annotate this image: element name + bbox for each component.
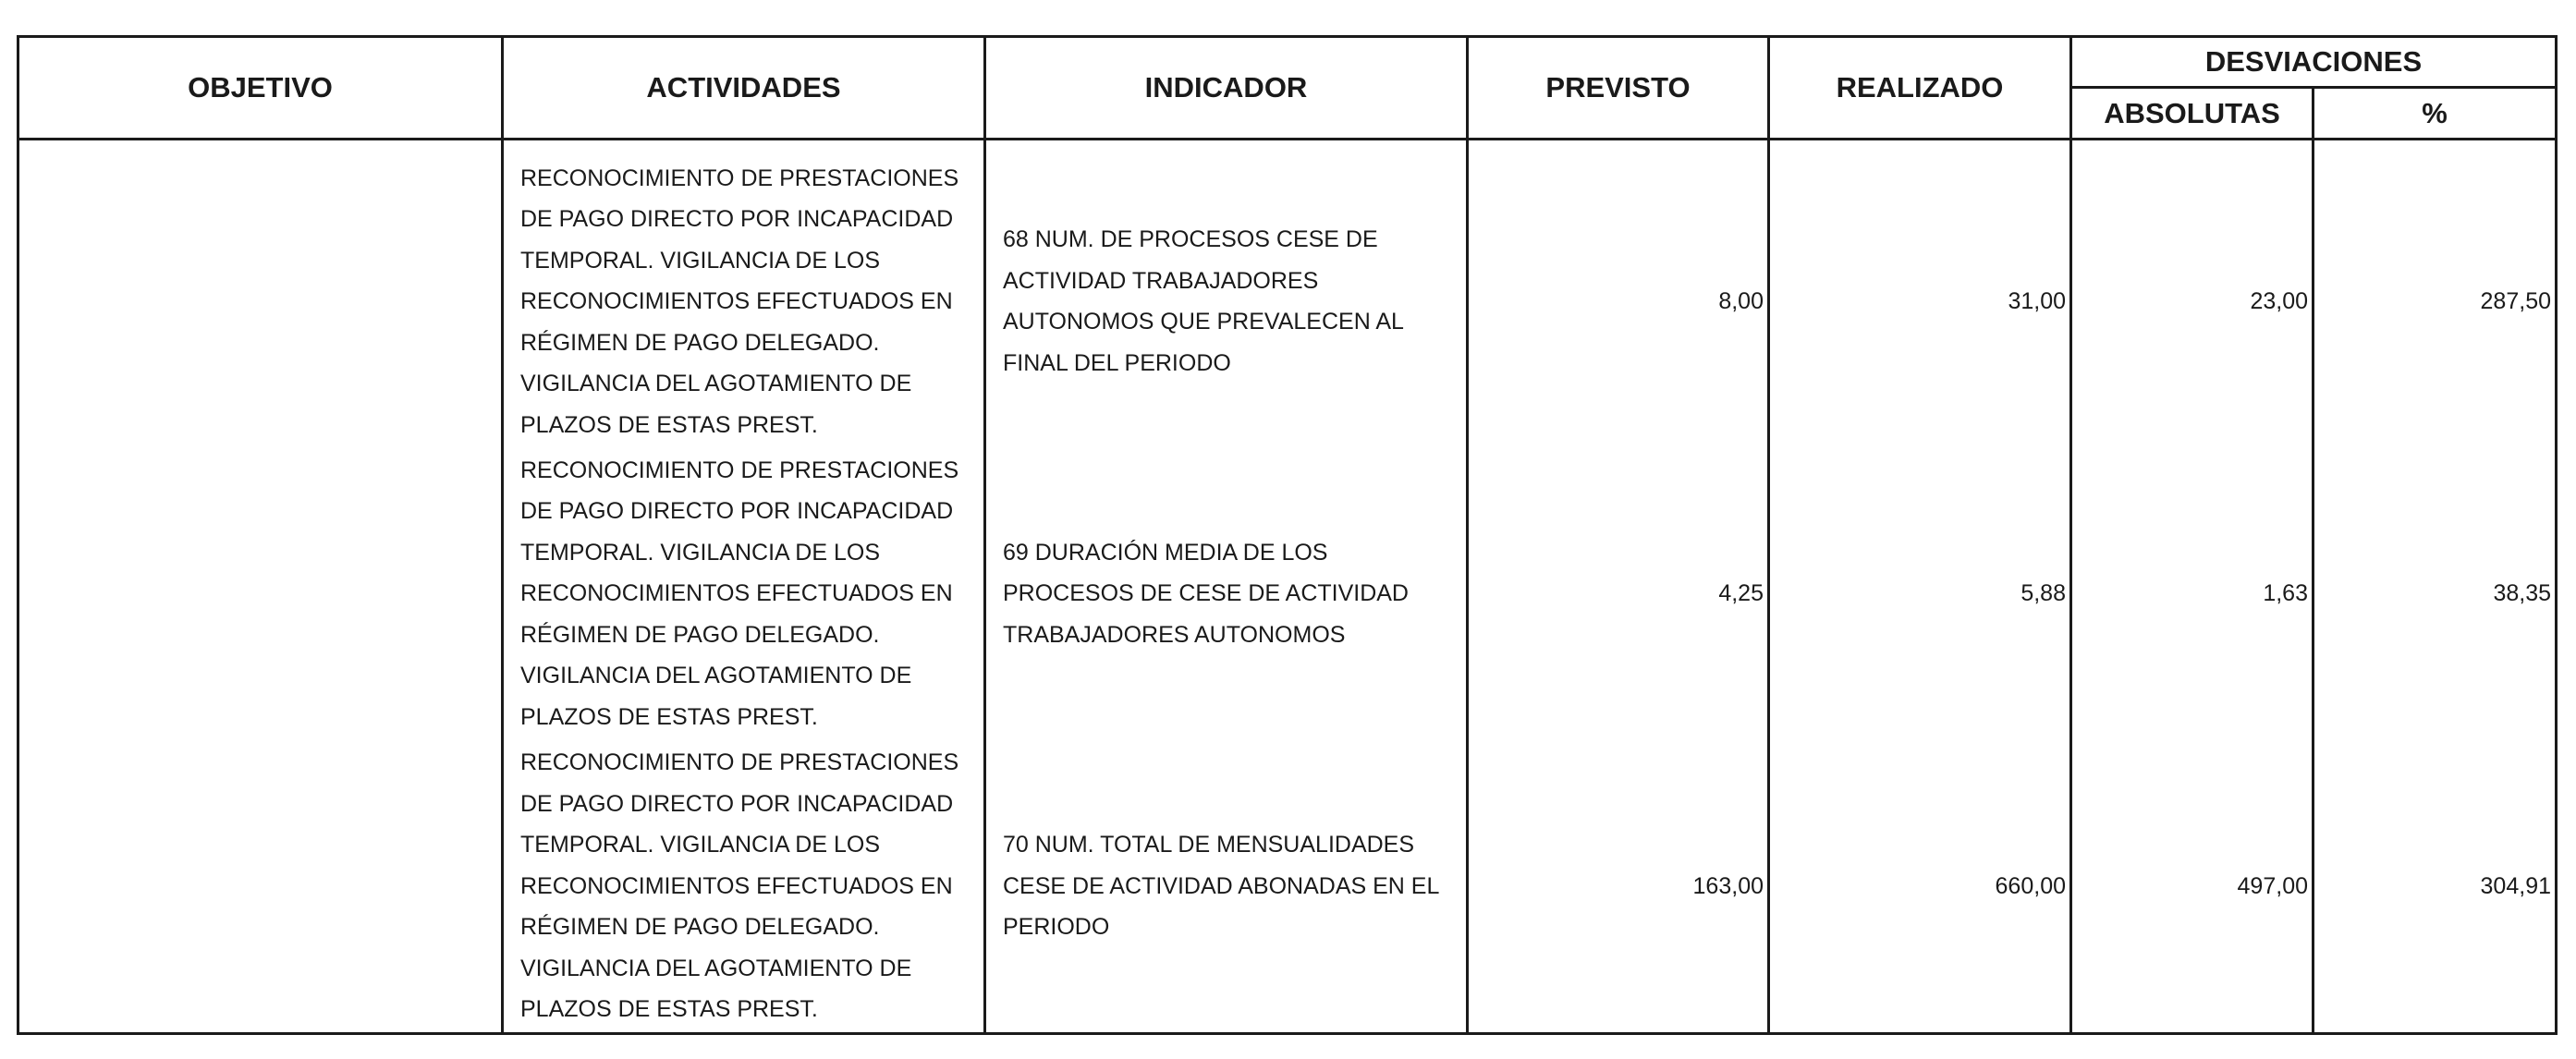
table-row: [18, 140, 2557, 448]
cell-actividades: RECONOCIMIENTO DE PRESTACIONES DE PAGO DIRECTO POR INCAPACIDAD TEMPORAL. VIGILANCIA DE LOS RECONOCIMIENTOS EFECTUADOS EN RÉGIMEN DE PAGO DELEGADO. VIGILANCIA DEL AGOTAMIENTO DE PLAZOS DE ESTAS PREST.: [503, 140, 985, 448]
header-previsto: PREVISTO: [1468, 37, 1769, 140]
table-body: [18, 140, 2557, 1034]
cell-previsto: 4,25: [1468, 448, 1769, 740]
cell-realizado: 660,00: [1769, 740, 2071, 1034]
header-absolutas: ABSOLUTAS: [2071, 88, 2314, 140]
header-actividades: ACTIVIDADES: [503, 37, 985, 140]
table-header: [18, 37, 2557, 140]
cell-realizado: 5,88: [1769, 448, 2071, 740]
cell-objetivo: [18, 140, 503, 448]
cell-previsto: 163,00: [1468, 740, 1769, 1034]
cell-indicador: 68 NUM. DE PROCESOS CESE DE ACTIVIDAD TRABAJADORES AUTONOMOS QUE PREVALECEN AL FINAL DEL PERIODO: [985, 140, 1468, 448]
indicators-table-container: [17, 35, 2555, 1035]
table-row: [18, 448, 2557, 740]
cell-absolutas: 23,00: [2071, 140, 2314, 448]
table-row: [18, 740, 2557, 1034]
cell-objetivo: [18, 740, 503, 1034]
cell-previsto: 8,00: [1468, 140, 1769, 448]
header-porcentaje: %: [2314, 88, 2557, 140]
header-desviaciones: DESVIACIONES: [2071, 37, 2557, 88]
cell-absolutas: 497,00: [2071, 740, 2314, 1034]
cell-actividades: RECONOCIMIENTO DE PRESTACIONES DE PAGO DIRECTO POR INCAPACIDAD TEMPORAL. VIGILANCIA DE LOS RECONOCIMIENTOS EFECTUADOS EN RÉGIMEN DE PAGO DELEGADO. VIGILANCIA DEL AGOTAMIENTO DE PLAZOS DE ESTAS PREST.: [503, 740, 985, 1034]
header-row-main: [18, 37, 2557, 88]
cell-porcentaje: 304,91: [2314, 740, 2557, 1034]
cell-porcentaje: 287,50: [2314, 140, 2557, 448]
cell-indicador: 69 DURACIÓN MEDIA DE LOS PROCESOS DE CESE DE ACTIVIDAD TRABAJADORES AUTONOMOS: [985, 448, 1468, 740]
indicators-table: [17, 35, 2558, 1035]
cell-indicador: 70 NUM. TOTAL DE MENSUALIDADES CESE DE ACTIVIDAD ABONADAS EN EL PERIODO: [985, 740, 1468, 1034]
header-indicador: INDICADOR: [985, 37, 1468, 140]
cell-objetivo: [18, 448, 503, 740]
header-realizado: REALIZADO: [1769, 37, 2071, 140]
cell-absolutas: 1,63: [2071, 448, 2314, 740]
cell-realizado: 31,00: [1769, 140, 2071, 448]
cell-porcentaje: 38,35: [2314, 448, 2557, 740]
cell-actividades: RECONOCIMIENTO DE PRESTACIONES DE PAGO DIRECTO POR INCAPACIDAD TEMPORAL. VIGILANCIA DE LOS RECONOCIMIENTOS EFECTUADOS EN RÉGIMEN DE PAGO DELEGADO. VIGILANCIA DEL AGOTAMIENTO DE PLAZOS DE ESTAS PREST.: [503, 448, 985, 740]
header-objetivo: OBJETIVO: [18, 37, 503, 140]
